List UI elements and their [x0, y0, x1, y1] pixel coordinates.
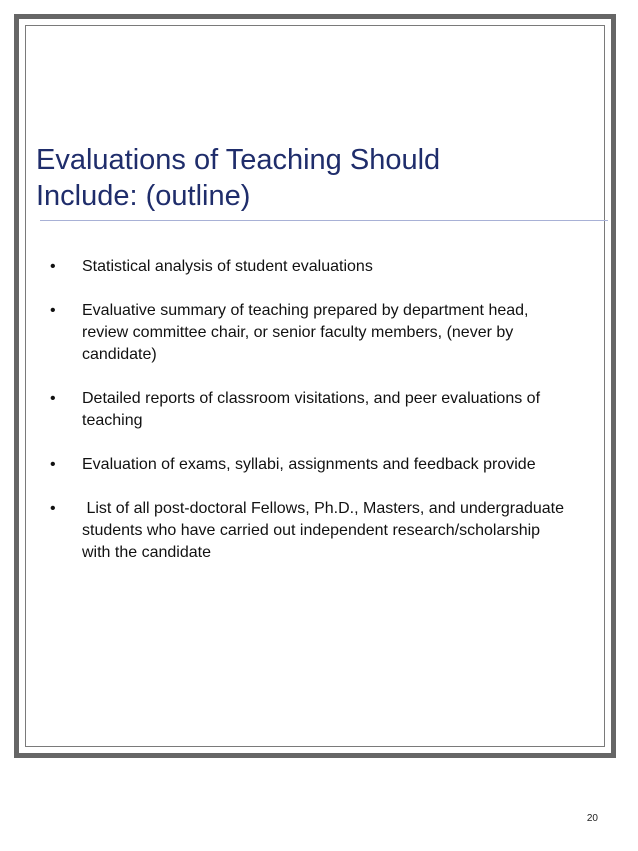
slide-title-line-1: Evaluations of Teaching Should: [36, 144, 441, 176]
bullet-item: [48, 256, 568, 278]
slide-title-line-2: Include: (outline): [36, 180, 251, 212]
bullet-text: List of all post-doctoral Fellows, Ph.D., Masters, and undergraduate students who have carried out independent research/scholarship with the candidate: [82, 500, 569, 561]
bullet-item: [48, 498, 568, 564]
bullet-marker: •: [50, 390, 56, 407]
slide-title: [36, 142, 440, 214]
slide-frame: [14, 14, 616, 758]
bullet-marker: •: [50, 302, 56, 319]
bullet-marker: •: [50, 500, 56, 517]
bullet-text: Statistical analysis of student evaluations: [82, 258, 373, 275]
bullet-item: [48, 454, 568, 476]
bullet-text: Evaluative summary of teaching prepared by department head, review committee chair, or senior faculty members, (never by candidate): [82, 302, 529, 363]
slide-inner-border: [25, 25, 605, 747]
page-number: 20: [586, 813, 598, 824]
bullet-item: [48, 300, 568, 366]
title-divider: [40, 220, 608, 221]
bullet-text: Evaluation of exams, syllabi, assignments and feedback provide: [82, 456, 536, 473]
bullet-list: [48, 256, 568, 586]
bullet-item: [48, 388, 568, 432]
bullet-marker: •: [50, 456, 56, 473]
bullet-marker: •: [50, 258, 56, 275]
bullet-text: Detailed reports of classroom visitations, and peer evaluations of teaching: [82, 390, 541, 429]
